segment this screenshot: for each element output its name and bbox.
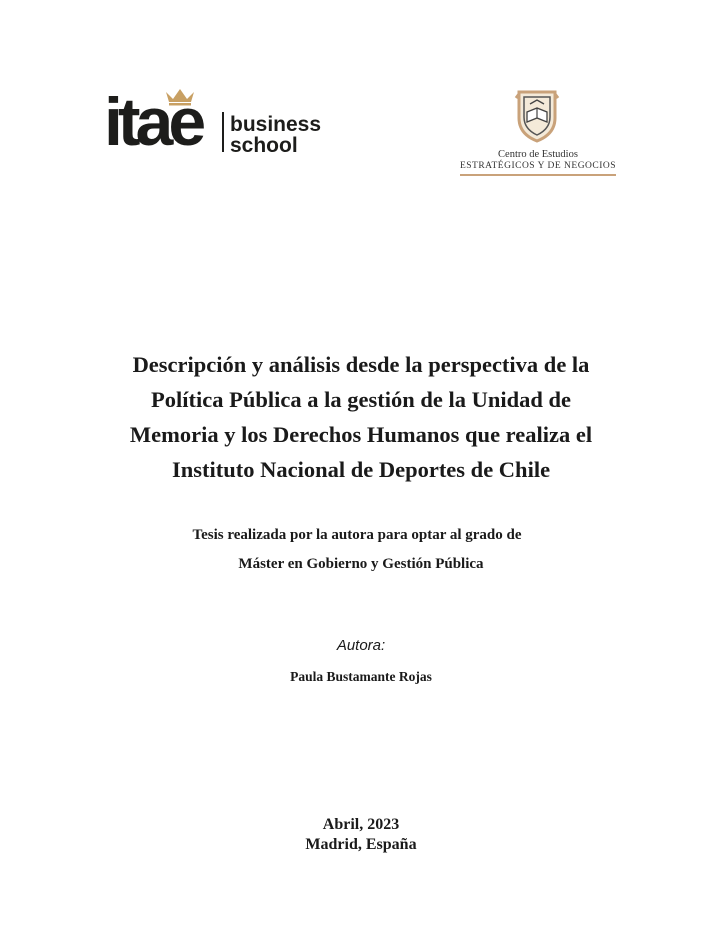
centro-line1: Centro de Estudios [498, 149, 578, 160]
title-line4: Instituto Nacional de Deportes de Chile [171, 457, 551, 482]
itae-sub-line2: school [230, 134, 298, 157]
itae-business-school-logo [104, 86, 324, 158]
title-line3: Memoria y los Derechos Humanos que realiza el [129, 422, 593, 447]
crest-icon [514, 88, 560, 144]
centro-estudios-logo [456, 88, 620, 180]
thesis-title [100, 347, 622, 487]
itae-wordmark: itae [104, 84, 202, 160]
subtitle-line1: Tesis realizada por la autora para optar al grado de [192, 527, 522, 543]
logo-divider [222, 112, 224, 152]
date: Abril, 2023 [322, 816, 400, 833]
centro-rule [460, 174, 616, 176]
title-line2: Política Pública a la gestión de la Unidad de [150, 387, 572, 412]
author-name: Paula Bustamante Rojas [290, 669, 432, 684]
itae-sub-line1: business [230, 113, 322, 136]
itae-subtitle [230, 114, 321, 156]
subtitle-line2: Máster en Gobierno y Gestión Pública [238, 556, 484, 572]
title-line1: Descripción y análisis desde la perspectiva de la [132, 352, 590, 377]
date-place [0, 815, 722, 855]
author-label: Autora: [336, 637, 386, 654]
centro-line2: ESTRATÉGICOS Y DE NEGOCIOS [459, 161, 617, 171]
place: Madrid, España [305, 836, 417, 853]
